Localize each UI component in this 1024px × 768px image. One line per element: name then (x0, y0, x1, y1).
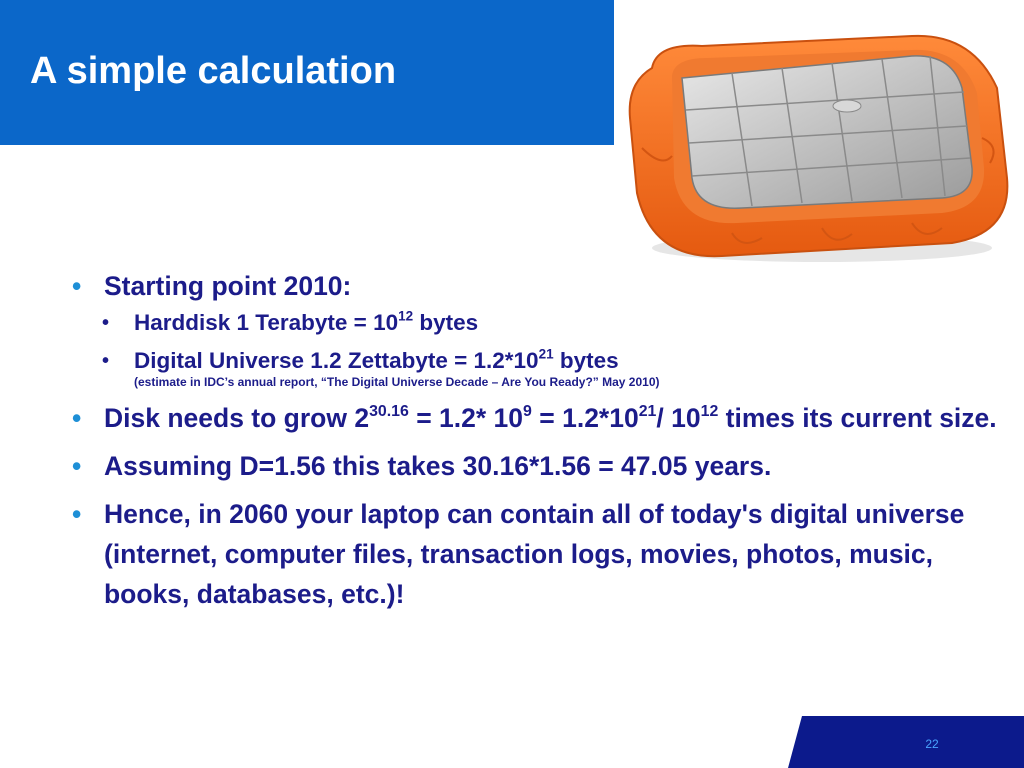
page-number: 22 (925, 737, 939, 751)
bullet-list (72, 266, 1012, 614)
idc-source-note: (estimate in IDC’s annual report, “The Digital Universe Decade – Are You Ready?” May 2010) (134, 375, 660, 389)
bullet-disk-growth: • Disk needs to grow $2^{30.16} = 1.2*$ $10^9 = 1.2*10^{21}/$ $10^{12}$ times its current size. (72, 398, 1012, 438)
bullet-starting-point: • Starting point 2010: (72, 266, 1012, 306)
sub-bullet-dot-icon: • (102, 350, 110, 372)
slide-title: A simple calculation (30, 50, 397, 92)
bullet-years-estimate: • Assuming D=1.56 this takes 30.16*1.56 = 47.05 years. (72, 446, 1012, 486)
bullet-dot-icon: • (72, 271, 82, 301)
sub-bullet-dot-icon: • (102, 312, 110, 334)
bullet-dot-icon: • (72, 451, 82, 481)
external-harddisk-image (612, 28, 1024, 278)
title-bar (0, 0, 614, 145)
sub-bullet-digital-universe: • Digital Universe 1.2 Zettabyte = $1.2*10^{21}$ bytes (102, 344, 1012, 378)
bullet-2060-conclusion: • Hence, in 2060 your laptop can contain all of today's digital universe (internet, computer files, transaction logs, movies, photos, music, books, databases, etc.)! (72, 494, 1012, 614)
sub-bullet-harddisk: • Harddisk 1 Terabyte = $10^{12}$ bytes (102, 306, 1012, 340)
bullet-dot-icon: • (72, 403, 82, 433)
bullet-dot-icon: • (72, 499, 82, 529)
footer-bar (0, 716, 1024, 768)
